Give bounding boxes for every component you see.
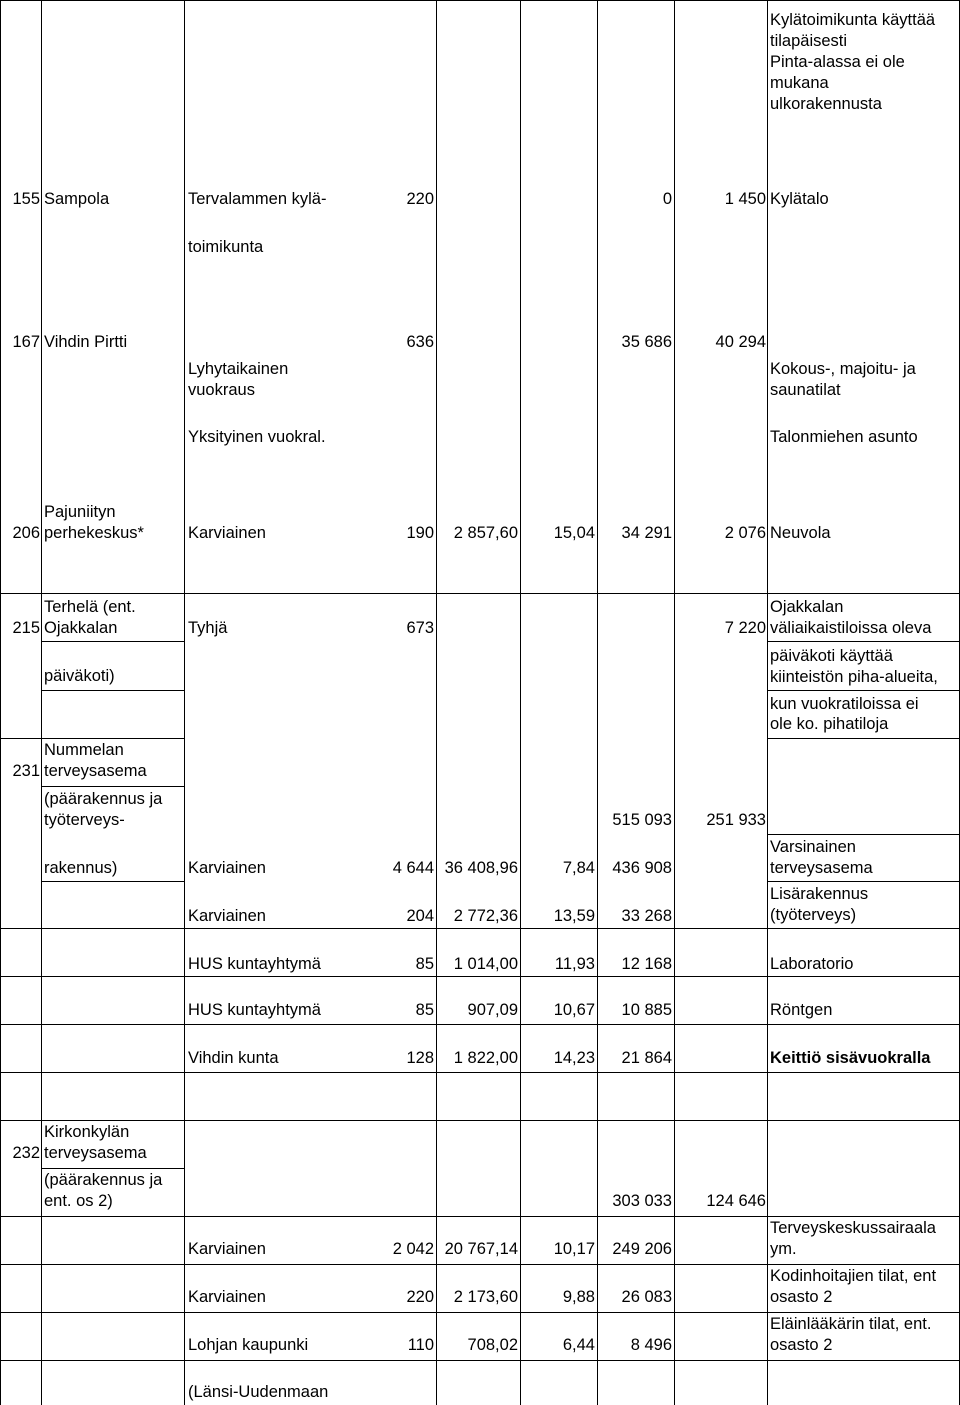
use-text: Talonmiehen asunto (770, 428, 918, 446)
tenant-name: Yksityinen vuokral. (188, 428, 326, 446)
grid-line (0, 593, 960, 594)
grid-line (0, 0, 1, 1405)
property-name: (päärakennus ja (44, 1171, 163, 1189)
use-text: Keittiö sisävuokralla (770, 1049, 931, 1067)
rent-year-value: 303 033 (612, 1192, 672, 1210)
use-text: kun vuokratiloissa ei (770, 695, 919, 713)
area-value: 636 (406, 333, 434, 351)
rent-value: 0 (662, 190, 672, 208)
total-value: 7 220 (724, 619, 766, 637)
tenant-name: Karviainen (188, 524, 266, 542)
rent-month-value: 2 772,36 (453, 907, 518, 925)
grid-line (0, 928, 960, 929)
grid-line (0, 1216, 960, 1217)
property-name: Nummelan (44, 741, 124, 759)
area-value: 220 (406, 1288, 434, 1306)
rent-month-value: 2 173,60 (453, 1288, 518, 1306)
use-text: Röntgen (770, 1001, 833, 1019)
grid-line (0, 976, 960, 977)
use-text: Ojakkalan (770, 598, 844, 616)
rent-year-value: 33 268 (621, 907, 672, 925)
rent-year-value: 436 908 (612, 859, 672, 877)
rent-month-value: 2 857,60 (453, 524, 518, 542)
use-text: osasto 2 (770, 1336, 833, 1354)
use-text: ole ko. pihatiloja (770, 715, 889, 733)
row-id: 206 (12, 524, 40, 542)
grid-line (41, 641, 184, 642)
rent-year-value: 249 206 (612, 1240, 672, 1258)
use-text: terveysasema (770, 859, 873, 877)
grid-line (436, 0, 437, 1405)
grid-line (767, 881, 959, 882)
area-value: 85 (415, 955, 434, 973)
row-id: 215 (12, 619, 40, 637)
use-text: kiinteistön piha-alueita, (770, 668, 938, 686)
note-text: mukana (770, 74, 829, 92)
tenant-name: Karviainen (188, 1240, 266, 1258)
area-value: 673 (406, 619, 434, 637)
rent-m2-value: 14,23 (553, 1049, 595, 1067)
rent-m2-value: 10,17 (553, 1240, 595, 1258)
rent-year-value: 35 686 (621, 333, 672, 351)
tenant-name: toimikunta (188, 238, 264, 256)
tenant-name: Karviainen (188, 907, 266, 925)
property-name: rakennus) (44, 859, 118, 877)
grid-line (184, 0, 185, 1405)
rent-year-value: 12 168 (621, 955, 672, 973)
area-value: 110 (407, 1336, 434, 1354)
rent-m2-value: 10,67 (553, 1001, 595, 1019)
rent-m2-value: 11,93 (554, 955, 595, 973)
rent-year-value: 8 496 (630, 1336, 672, 1354)
grid-line (767, 690, 959, 691)
total-value: 40 294 (715, 333, 766, 351)
use-text: Laboratorio (770, 955, 854, 973)
grid-line (41, 0, 42, 1405)
rent-m2-value: 15,04 (553, 524, 595, 542)
area-value: 128 (406, 1049, 434, 1067)
total-value: 1 450 (724, 190, 766, 208)
rent-year-value: 34 291 (621, 524, 672, 542)
use-text: Lisärakennus (770, 885, 869, 903)
property-name: terveysasema (44, 762, 147, 780)
property-name: ent. os 2) (44, 1192, 113, 1210)
rent-month-value: 907,09 (467, 1001, 518, 1019)
use-text: (työterveys) (770, 906, 857, 924)
property-name: (päärakennus ja (44, 790, 163, 808)
property-name: työterveys- (44, 811, 125, 829)
grid-line (767, 834, 959, 835)
tenant-name: Lohjan kaupunki (188, 1336, 309, 1354)
grid-line (520, 0, 521, 1405)
property-name: perhekeskus* (44, 524, 144, 542)
property-name: Vihdin Pirtti (44, 333, 128, 351)
tenant-name: Vihdin kunta (188, 1049, 279, 1067)
area-value: 2 042 (392, 1240, 434, 1258)
use-text: Varsinainen (770, 838, 856, 856)
rent-month-value: 1 822,00 (453, 1049, 518, 1067)
total-value: 251 933 (706, 811, 766, 829)
use-text: väliaikaistiloissa oleva (770, 619, 932, 637)
grid-line (0, 0, 960, 1)
use-text: Eläinlääkärin tilat, ent. (770, 1315, 932, 1333)
grid-line (0, 738, 184, 739)
grid-line (0, 1360, 960, 1361)
tenant-name: vuokraus (188, 381, 255, 399)
use-text: päiväkoti käyttää (770, 647, 893, 665)
use-text: Neuvola (770, 524, 831, 542)
grid-line (0, 1312, 960, 1313)
rent-m2-value: 13,59 (553, 907, 595, 925)
area-value: 204 (406, 907, 434, 925)
tenant-name: Karviainen (188, 1288, 266, 1306)
grid-line (41, 1168, 184, 1169)
property-name: Sampola (44, 190, 110, 208)
row-id: 231 (12, 762, 40, 780)
use-text: osasto 2 (770, 1288, 833, 1306)
tenant-name: Tervalammen kylä- (188, 190, 327, 208)
use-text: Kylätalo (770, 190, 829, 208)
area-value: 190 (406, 524, 434, 542)
grid-line (0, 1072, 960, 1073)
rent-month-value: 1 014,00 (453, 955, 518, 973)
total-value: 124 646 (706, 1192, 766, 1210)
rent-month-value: 708,02 (467, 1336, 518, 1354)
note-text: ulkorakennusta (770, 95, 882, 113)
rent-month-value: 20 767,14 (444, 1240, 518, 1258)
use-text: Kokous-, majoitu- ja (770, 360, 916, 378)
rent-m2-value: 7,84 (562, 859, 595, 877)
grid-line (0, 1024, 960, 1025)
area-value: 85 (415, 1001, 434, 1019)
tenant-name: Lyhytaikainen (188, 360, 289, 378)
grid-line (767, 641, 959, 642)
note-text: Kylätoimikunta käyttää (770, 11, 936, 29)
grid-line (767, 738, 959, 739)
area-value: 4 644 (392, 859, 434, 877)
grid-line (41, 690, 184, 691)
rent-m2-value: 9,88 (562, 1288, 595, 1306)
tenant-name: Tyhjä (188, 619, 228, 637)
use-text: saunatilat (770, 381, 841, 399)
grid-line (0, 1120, 960, 1121)
row-id: 167 (12, 333, 40, 351)
property-name: Terhelä (ent. (44, 598, 136, 616)
property-name: päiväkoti) (44, 667, 115, 685)
rent-year-value: 515 093 (612, 811, 672, 829)
tenant-name: HUS kuntayhtymä (188, 955, 321, 973)
grid-line (41, 881, 184, 882)
row-id: 155 (12, 190, 40, 208)
tenant-name: Karviainen (188, 859, 266, 877)
rent-month-value: 36 408,96 (444, 859, 518, 877)
rent-m2-value: 6,44 (562, 1336, 595, 1354)
property-name: Pajuniityn (44, 503, 116, 521)
use-text: ym. (770, 1240, 797, 1258)
grid-line (767, 0, 768, 1405)
note-text: Pinta-alassa ei ole (770, 53, 905, 71)
rent-year-value: 21 864 (621, 1049, 672, 1067)
row-id: 232 (12, 1144, 40, 1162)
use-text: Terveyskeskussairaala (770, 1219, 936, 1237)
rent-year-value: 10 885 (621, 1001, 672, 1019)
rent-year-value: 26 083 (621, 1288, 672, 1306)
property-name: Ojakkalan (44, 619, 118, 637)
total-value: 2 076 (724, 524, 766, 542)
grid-line (41, 786, 184, 787)
area-value: 220 (406, 190, 434, 208)
tenant-name: (Länsi-Uudenmaan (188, 1383, 329, 1401)
grid-line (0, 1264, 960, 1265)
tenant-name: HUS kuntayhtymä (188, 1001, 321, 1019)
use-text: Kodinhoitajien tilat, ent (770, 1267, 937, 1285)
property-name: Kirkonkylän (44, 1123, 130, 1141)
note-text: tilapäisesti (770, 32, 848, 50)
property-name: terveysasema (44, 1144, 147, 1162)
